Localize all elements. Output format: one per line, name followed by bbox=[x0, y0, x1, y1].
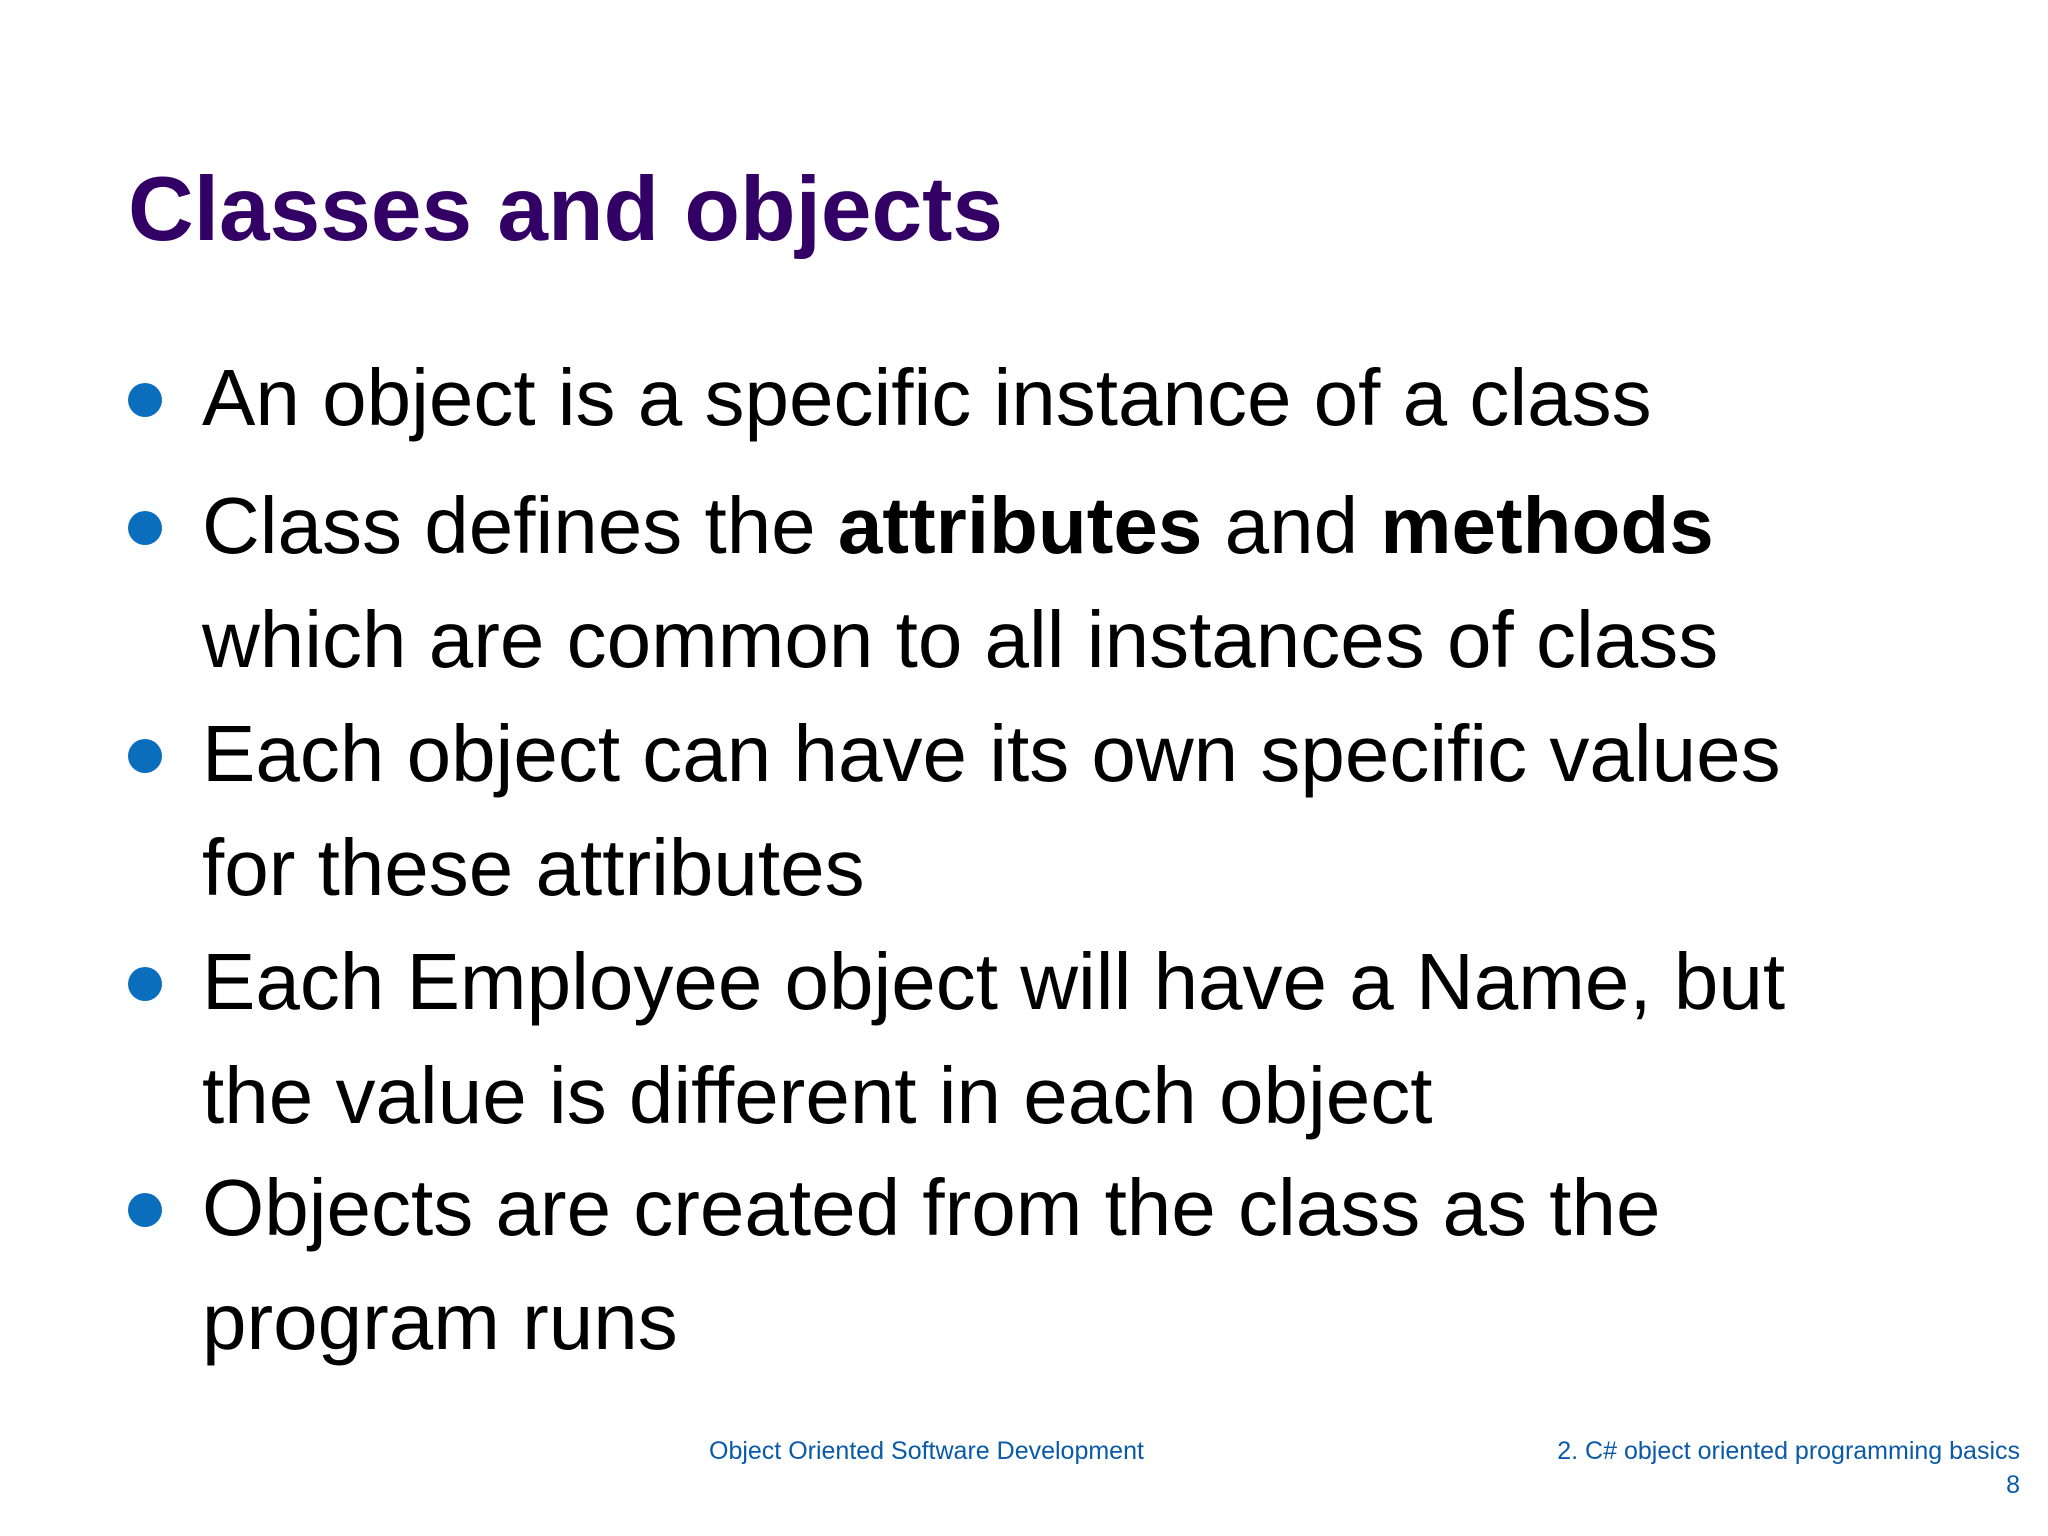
bullet-text bbox=[202, 341, 1982, 455]
bullet-line bbox=[202, 583, 1982, 697]
bullet-line bbox=[202, 697, 1982, 811]
text-run: Class defines the bbox=[202, 481, 838, 570]
text-run: which are common to all instances of class bbox=[202, 595, 1719, 684]
text-run: Objects are created from the class as the bbox=[202, 1163, 1661, 1252]
bullet-line bbox=[202, 925, 1982, 1039]
slide-title: Classes and objects bbox=[128, 159, 1003, 260]
bullet-text bbox=[202, 925, 1982, 1153]
slide-page-number: 8 bbox=[2006, 1471, 2020, 1499]
footer-chapter-block bbox=[1557, 1434, 2020, 1502]
bullet-text bbox=[202, 1151, 1982, 1379]
bold-term: attributes bbox=[837, 481, 1203, 570]
bold-term: methods bbox=[1380, 481, 1714, 570]
bullet-dot-icon bbox=[128, 967, 162, 1001]
text-run: Each Employee object will have a Name, but bbox=[202, 937, 1786, 1026]
text-run: the value is different in each object bbox=[202, 1051, 1433, 1140]
text-run: for these attributes bbox=[202, 823, 865, 912]
bullet-text bbox=[202, 469, 1982, 697]
bullet-line bbox=[202, 1039, 1982, 1153]
bullet-dot-icon bbox=[128, 739, 162, 773]
bullet-line bbox=[202, 811, 1982, 925]
text-run: program runs bbox=[202, 1277, 678, 1366]
footer-course-title: Object Oriented Software Development bbox=[709, 1437, 1144, 1465]
bullet-line bbox=[202, 1265, 1982, 1379]
text-run: and bbox=[1202, 481, 1381, 570]
bullet-line bbox=[202, 341, 1982, 455]
bullet-text bbox=[202, 697, 1982, 925]
bullet-line bbox=[202, 469, 1982, 583]
bullet-dot-icon bbox=[128, 1193, 162, 1227]
text-run: Each object can have its own specific values bbox=[202, 709, 1781, 798]
text-run: An object is a specific instance of a class bbox=[202, 353, 1652, 442]
bullet-dot-icon bbox=[128, 383, 162, 417]
footer-chapter-title: 2. C# object oriented programming basics bbox=[1557, 1437, 2020, 1465]
bullet-line bbox=[202, 1151, 1982, 1265]
bullet-dot-icon bbox=[128, 511, 162, 545]
